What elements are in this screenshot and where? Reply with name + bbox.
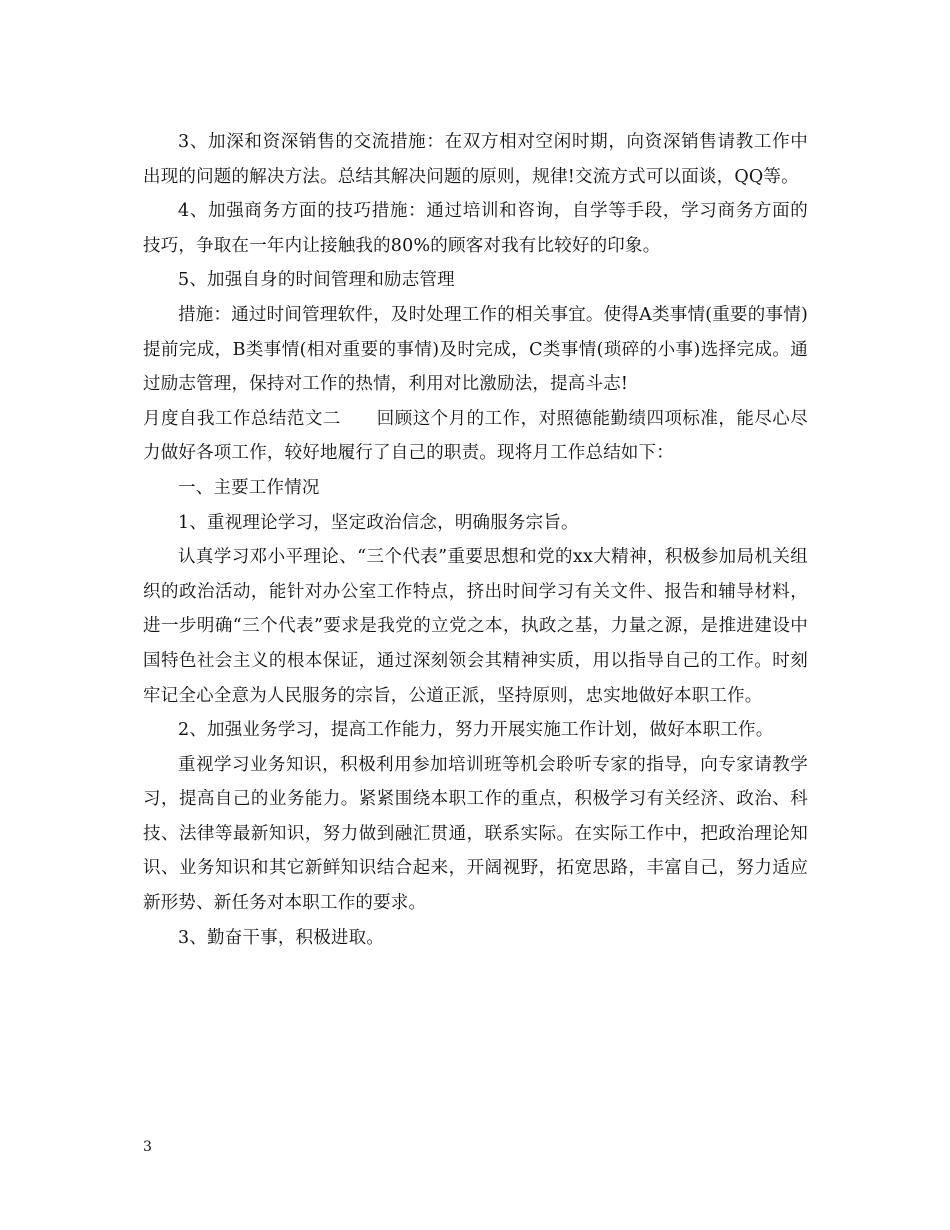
paragraph-9: 2、加强业务学习，提高工作能力，努力开展实施工作计划，做好本职工作。 <box>178 720 774 741</box>
paragraph-1: 3、加深和资深销售的交流措施：在双方相对空闲时期，向资深销售请教工作中出现的问题的解决方法。总结其解决问题的原则，规律!交流方式可以面谈，QQ等。 <box>143 132 808 187</box>
paragraph-11: 3、勤奋干事，积极进取。 <box>178 927 385 948</box>
paragraph-10: 重视学习业务知识，积极利用参加培训班等机会聆听专家的指导，向专家请教学习，提高自己的业务能力。紧紧围绕本职工作的重点，积极学习有关经济、政治、科技、法律等最新知识，努力做到融汇贯通，联系实际。在实际工作中，把政治理论知识、业务知识和其它新鲜知识结合起来，开阔视野，拓宽思路，丰富自己，努力适应新形势、新任务对本职工作的要求。 <box>143 754 808 914</box>
paragraph-2: 4、加强商务方面的技巧措施：通过培训和咨询，自学等手段，学习商务方面的技巧，争取在一年内让接触我的80%的顾客对我有比较好的印象。 <box>143 201 808 256</box>
paragraph-3: 5、加强自身的时间管理和励志管理 <box>178 270 455 291</box>
paragraph-7: 1、重视理论学习，坚定政治信念，明确服务宗旨。 <box>178 512 579 533</box>
paragraph-8: 认真学习邓小平理论、“三个代表”重要思想和党的xx大精神，积极参加局机关组织的政治活动，能针对办公室工作特点，挤出时间学习有关文件、报告和辅导材料，进一步明确“三个代表”要求是我党的立党之本，执政之基，力量之源，是推进建设中国特色社会主义的根本保证，通过深刻领会其精神实质，用以指导自己的工作。时刻牢记全心全意为人民服务的宗旨，公道正派，坚持原则，忠实地做好本职工作。 <box>143 547 808 706</box>
page-number: 3 <box>143 1139 152 1155</box>
paragraph-4: 措施：通过时间管理软件，及时处理工作的相关事宜。使得A类事情(重要的事情)提前完成，B类事情(相对重要的事情)及时完成，C类事情(琐碎的小事)选择完成。通过励志管理，保持对工作的热情，利用对比激励法，提高斗志! <box>143 304 808 395</box>
paragraph-5: 月度自我工作总结范文二 回顾这个月的工作，对照德能勤绩四项标准，能尽心尽力做好各项工作，较好地履行了自己的职责。现将月工作总结如下： <box>143 408 808 464</box>
document-body <box>143 125 808 955</box>
paragraph-6: 一、主要工作情况 <box>178 477 320 498</box>
